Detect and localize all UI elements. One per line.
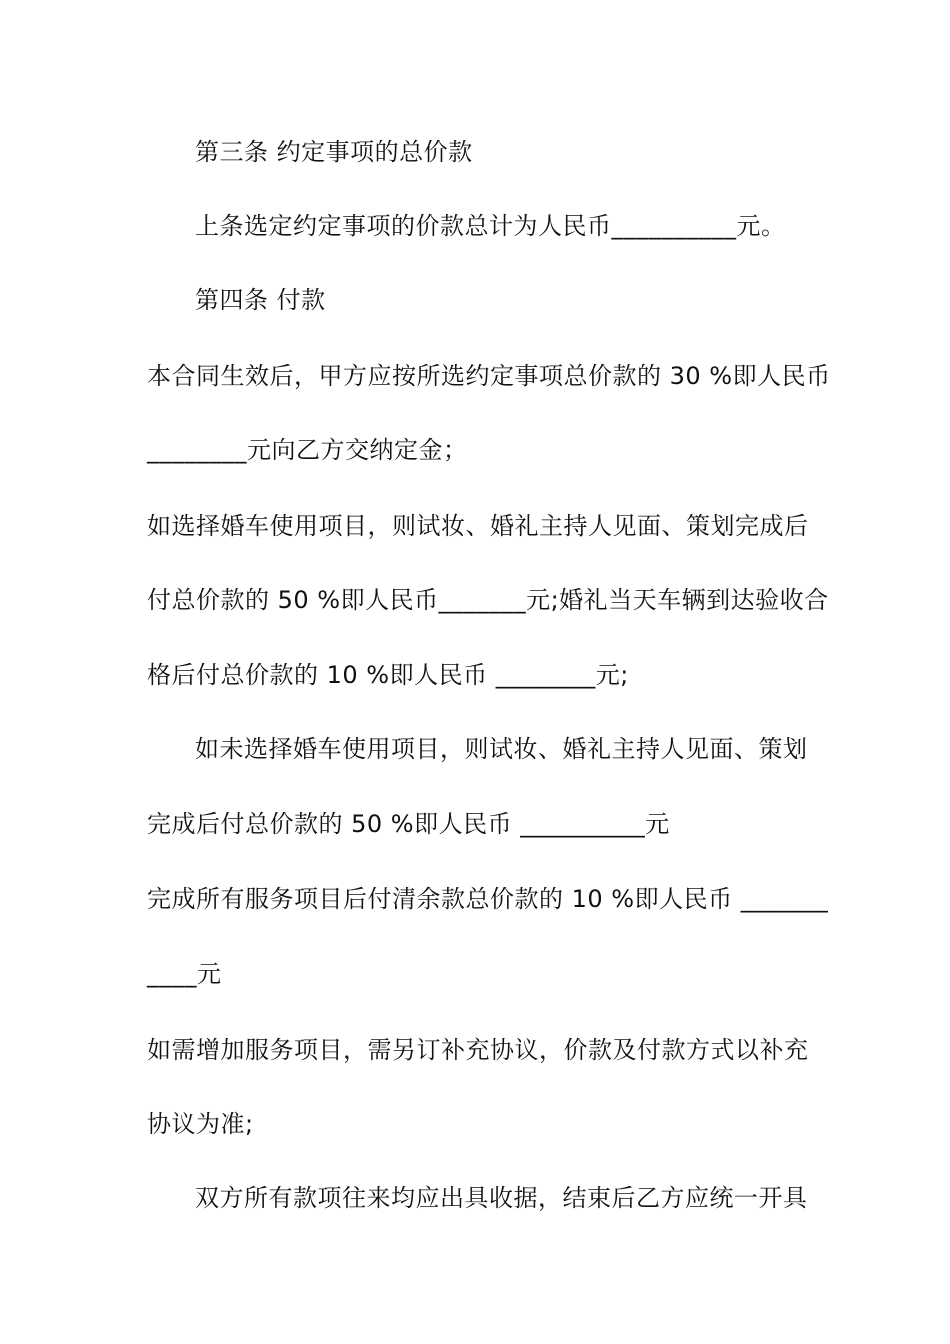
- paragraph-line: 付总价款的 50 %即人民币_______元;婚礼当天车辆到达验收合: [147, 586, 829, 614]
- paragraph-line: 协议为准;: [147, 1110, 254, 1138]
- paragraph-line: 上条选定约定事项的价款总计为人民币__________元。: [195, 212, 786, 240]
- paragraph-line: 如选择婚车使用项目，则试妆、婚礼主持人见面、策划完成后: [147, 512, 809, 540]
- paragraph-line: 完成后付总价款的 50 %即人民币 __________元: [147, 810, 670, 838]
- paragraph-line: ____元: [147, 960, 222, 988]
- article-3-heading: 第三条 约定事项的总价款: [195, 138, 473, 166]
- paragraph-line: 本合同生效后，甲方应按所选约定事项总价款的 30 %即人民币: [147, 362, 831, 390]
- paragraph-line: 完成所有服务项目后付清余款总价款的 10 %即人民币 _______: [147, 885, 829, 913]
- paragraph-line: 如未选择婚车使用项目，则试妆、婚礼主持人见面、策划: [195, 735, 808, 763]
- paragraph-line: 格后付总价款的 10 %即人民币 ________元;: [147, 661, 629, 689]
- paragraph-line: 双方所有款项往来均应出具收据，结束后乙方应统一开具: [195, 1184, 808, 1212]
- paragraph-line: 如需增加服务项目，需另订补充协议，价款及付款方式以补充: [147, 1036, 809, 1064]
- paragraph-line: ________元向乙方交纳定金；: [147, 436, 468, 464]
- article-4-heading: 第四条 付款: [195, 286, 326, 314]
